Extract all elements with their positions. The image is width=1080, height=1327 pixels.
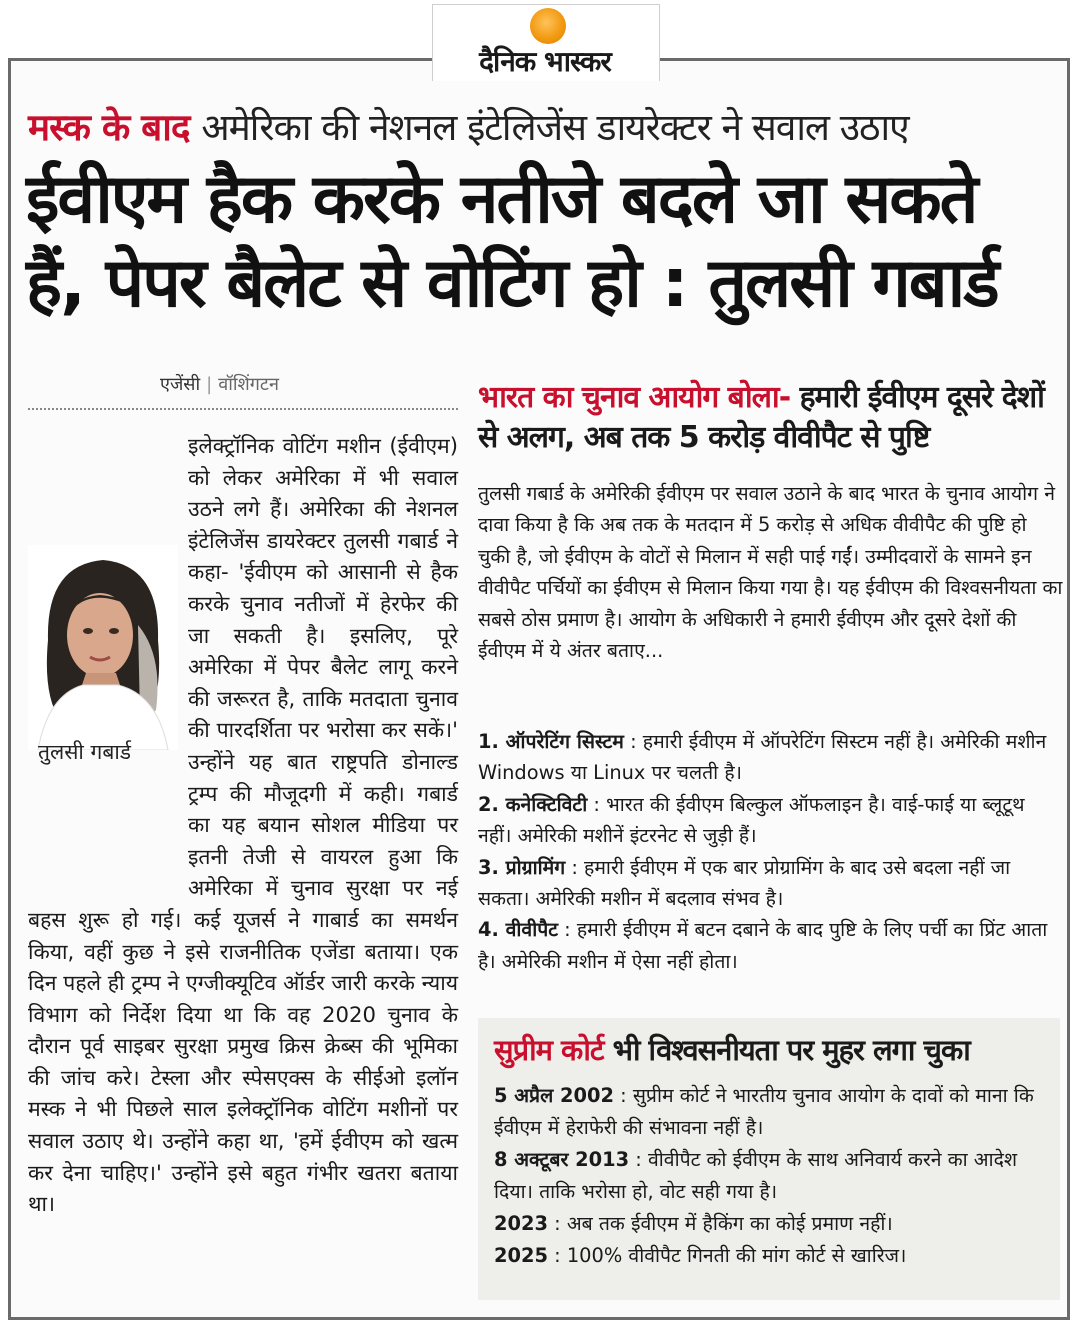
list-item-text: : भारत की ईवीएम बिल्कुल ऑफलाइन है। वाई-फाई या ब्लूटूथ नहीं। अमेरिकी मशीनें इंटरनेट से जुड़ी हैं। <box>478 792 1025 848</box>
list-item-text: : हमारी ईवीएम में ऑपरेटिंग सिस्टम नहीं है। अमेरिकी मशीन Windows या Linux पर चलती है। <box>478 730 1047 785</box>
list-item-text: : हमारी ईवीएम में बटन दबाने के बाद पुष्टि के लिए पर्ची का प्रिंट आता है। अमेरिकी मशीन में ऐसा नहीं होता। <box>478 918 1048 973</box>
difference-list <box>478 726 1063 977</box>
supreme-court-timeline <box>494 1080 1054 1272</box>
dotted-divider <box>28 408 458 410</box>
kicker <box>28 100 1068 151</box>
photo-caption: तुलसी गबार्ड <box>38 740 132 764</box>
timeline-text: : 100% वीवीपैट गिनती की मांग कोर्ट से खारिज। <box>547 1244 907 1267</box>
timeline-item <box>494 1144 1054 1208</box>
list-item <box>478 789 1063 852</box>
right-headline-red: भारत का चुनाव आयोग बोला- <box>478 380 791 415</box>
byline-separator: | <box>206 374 213 395</box>
list-item <box>478 726 1063 789</box>
timeline-text: : वीवीपैट को ईवीएम के साथ अनिवार्य करने का आदेश दिया। ताकि भरोसा हो, वोट सही गया है। <box>494 1148 1018 1203</box>
portrait-illustration <box>28 545 178 750</box>
timeline-date: 5 अप्रैल 2002 <box>494 1084 614 1107</box>
timeline-date: 2023 <box>494 1212 548 1235</box>
timeline-item <box>494 1208 1054 1240</box>
byline <box>160 372 279 396</box>
list-item-label: 4. वीवीपैट <box>478 918 559 942</box>
right-article-body: तुलसी गबार्ड के अमेरिकी ईवीएम पर सवाल उठाने के बाद भारत के चुनाव आयोग ने दावा किया है कि अब तक के मतदान में 5 करोड़ से अधिक वीवीपैट की पुष्टि हो चुकी है, जो ईवीएम के वोटों से मिलान में सही पाई गईं। उम्मीदवारों के सामने इन वीवीपैट पर्चियों का ईवीएम से मिलान किया गया है। यह ईवीएम की विश्वसनीयता का सबसे ठोस प्रमाण है। आयोग के अधिकारी ने हमारी ईवीएम और दूसरे देशों की ईवीएम में ये अंतर बताए... <box>478 482 1063 663</box>
supreme-court-heading-rest: भी विश्वसनीयता पर मुहर लगा चुका <box>603 1033 970 1067</box>
list-item <box>478 852 1063 915</box>
timeline-text: : सुप्रीम कोर्ट ने भारतीय चुनाव आयोग के दावों को माना कि ईवीएम में हेराफेरी की संभावना नहीं है। <box>494 1084 1034 1139</box>
list-item-label: 3. प्रोग्रामिंग <box>478 855 566 879</box>
byline-place: वॉशिंगटन <box>218 374 279 395</box>
kicker-red: मस्क के बाद <box>28 106 190 149</box>
masthead-name: दैनिक भास्कर <box>479 45 611 78</box>
timeline-item <box>494 1080 1054 1144</box>
supreme-court-heading <box>494 1030 1054 1069</box>
list-item-text: : हमारी ईवीएम में एक बार प्रोग्रामिंग के बाद उसे बदला नहीं जा सकता। अमेरिकी मशीन में बदलाव संभव है। <box>478 855 1011 911</box>
timeline-item <box>494 1240 1054 1272</box>
right-headline-rest: हमारी ईवीएम दूसरे देशों से अलग, अब तक 5 करोड़ वीवीपैट से पुष्टि <box>478 380 1044 455</box>
headline <box>26 158 1066 326</box>
timeline-date: 8 अक्टूबर 2013 <box>494 1148 630 1171</box>
byline-agency: एजेंसी <box>160 374 201 395</box>
list-item-label: 1. ऑपरेटिंग सिस्टम <box>478 730 624 753</box>
right-headline <box>478 378 1063 458</box>
timeline-date: 2025 <box>494 1244 548 1267</box>
left-article-text: इलेक्ट्रॉनिक वोटिंग मशीन (ईवीएम) को लेकर अमेरिका में भी सवाल उठने लगे हैं। अमेरिका की नेशनल इंटेलिजेंस डायरेक्टर तुलसी गबार्ड ने कहा- 'ईवीएम को आसानी से हैक करके चुनाव नतीजों में हेरफेर की जा सकती है। इसलिए, पूरे अमेरिका में पेपर बैलेट लागू करने की जरूरत है, ताकि मतदाता चुनाव की पारदर्शिता पर भरोसा कर सकें।' उन्होंने यह बात राष्ट्रपति डोनाल्ड ट्रम्प की मौजूदगी में कही। गबार्ड का यह बयान सोशल मीडिया पर इतनी तेजी से वायरल हुआ कि अमेरिका में चुनाव सुरक्षा पर नई बहस शुरू हो गई। कई यूजर्स ने गाबार्ड का समर्थन किया, वहीं कुछ ने इसे राजनीतिक एजेंडा बताया। एक दिन पहले ही ट्रम्प ने एग्जीक्यूटिव ऑर्डर जारी करके न्याय विभाग को निर्देश दिया था कि वह 2020 चुनाव के दौरान पूर्व साइबर सुरक्षा प्रमुख क्रिस क्रेब्स की भूमिका की जांच करे। टेस्ला और स्पेसएक्स के सीईओ इलॉन मस्क ने भी पिछले साल इलेक्ट्रॉनिक वोटिंग मशीनों पर सवाल उठाए थे। उन्होंने कहा था, 'हमें ईवीएम को खत्म कर देना चाहिए।' उन्होंने इसे बहुत गंभीर खतरा बताया था। <box>28 433 458 1217</box>
sun-logo-icon <box>530 8 566 44</box>
kicker-rest: अमेरिका की नेशनल इंटेलिजेंस डायरेक्टर ने सवाल उठाए <box>201 106 909 149</box>
headline-line-1: ईवीएम हैक करके नतीजे बदले जा सकते <box>26 160 977 239</box>
portrait-photo <box>28 545 178 750</box>
list-item <box>478 914 1063 977</box>
list-item-label: 2. कनेक्टिविटी <box>478 792 588 816</box>
timeline-text: : अब तक ईवीएम में हैकिंग का कोई प्रमाण नहीं। <box>547 1212 893 1235</box>
supreme-court-heading-red: सुप्रीम कोर्ट <box>494 1033 604 1067</box>
headline-line-2: हैं, पेपर बैलेट से वोटिंग हो : तुलसी गबार्ड <box>26 244 998 323</box>
